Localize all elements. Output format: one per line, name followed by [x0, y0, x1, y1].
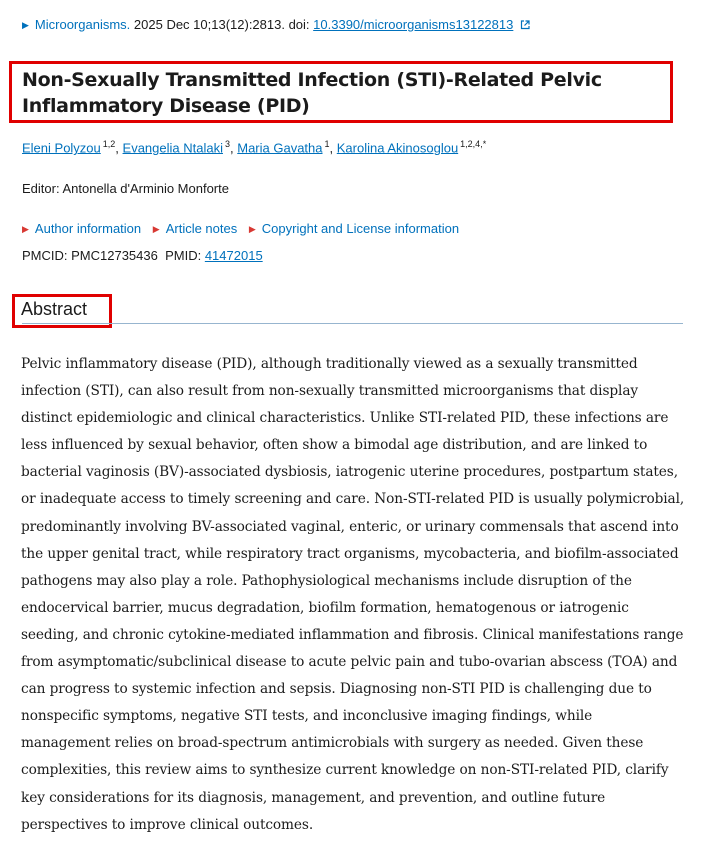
- abstract-text: Pelvic inflammatory disease (PID), although traditionally viewed as a sexually transmitted infection (STI), can also result from non-sexually transmitted microorganisms that display distinct epidemiologic and clinical characteristics. Unlike STI-related PID, these infections are less influenced by sexual behavior, often show a bimodal age distribution, and are linked to bacterial vaginosis (BV)-associated dysbiosis, iatrogenic uterine procedures, postpartum states, or inadequate access to timely screening and care. Non-STI-related PID is usually polymicrobial, predominantly involving BV-associated vaginal, enteric, or urinary commensals that ascend into the upper genital tract, while respiratory tract organisms, mycobacteria, and biofilm-associated pathogens may also play a role. Pathophysiological mechanisms include disruption of the endocervical barrier, mucus degradation, biofilm formation, hematogenous or iatrogenic seeding, and chronic cytokine-mediated inflammation and fibrosis. Clinical manifestations range from asymptomatic/subclinical disease to acute pelvic pain and tubo-ovarian abscess (TOA) and can progress to systemic infection and sepsis. Diagnosing non-STI PID is challenging due to nonspecific symptoms, negative STI tests, and inconclusive imaging findings, while management relies on broad-spectrum antimicrobials with surgery as needed. Given these complexities, this review aims to synthesize current knowledge on non-STI-related PID, clarify key considerations for its diagnosis, management, and prevention, and outline future perspectives to improve clinical outcomes.: [21, 356, 685, 833]
- section-divider: [22, 323, 683, 324]
- triangle-right-icon: ▶: [248, 224, 256, 234]
- pmcid-label: PMCID: PMC12735436: [22, 248, 158, 263]
- triangle-right-icon[interactable]: ▶: [22, 20, 29, 30]
- doi-link[interactable]: 10.3390/microorganisms13122813: [313, 17, 514, 32]
- article-ids: [22, 248, 263, 263]
- editor-line: Editor: Antonella d'Arminio Monforte: [22, 181, 229, 196]
- citation-details: 2025 Dec 10;13(12):2813. doi:: [133, 17, 314, 32]
- author-information-toggle[interactable]: Author information: [34, 221, 142, 236]
- article-notes-toggle[interactable]: Article notes: [165, 221, 238, 236]
- pmid-label: PMID:: [165, 248, 202, 263]
- author-link[interactable]: Maria Gavatha: [237, 140, 323, 156]
- pmid-link[interactable]: 41472015: [204, 248, 263, 263]
- author-affiliation: 1,2: [102, 139, 116, 149]
- author-link[interactable]: Evangelia Ntalaki: [122, 140, 223, 156]
- triangle-right-icon: ▶: [22, 224, 29, 234]
- abstract-heading: Abstract: [21, 299, 88, 319]
- author-affiliation: 1,2,4,*: [460, 139, 487, 149]
- external-link-icon[interactable]: [520, 20, 530, 30]
- article-meta-links: [22, 221, 467, 236]
- author-list: Eleni Polyzou $^{1,2}$, Evangelia Ntalaki $^3$, Maria Gavatha $^1$, Karolina Akinosoglou $^{1,2,4,*}$: [22, 139, 487, 156]
- author-link[interactable]: Eleni Polyzou: [22, 140, 101, 156]
- triangle-right-icon: ▶: [152, 224, 160, 234]
- author-link[interactable]: Karolina Akinosoglou: [336, 140, 459, 156]
- article-title: Non-Sexually Transmitted Infection (STI)-Related Pelvic Inflammatory Disease (PID): [22, 69, 602, 117]
- author-affiliation: 3: [224, 139, 230, 149]
- citation-line: [22, 17, 530, 32]
- copyright-license-toggle[interactable]: Copyright and License information: [261, 221, 460, 236]
- author-affiliation: 1: [324, 139, 330, 149]
- journal-link[interactable]: Microorganisms.: [34, 17, 131, 32]
